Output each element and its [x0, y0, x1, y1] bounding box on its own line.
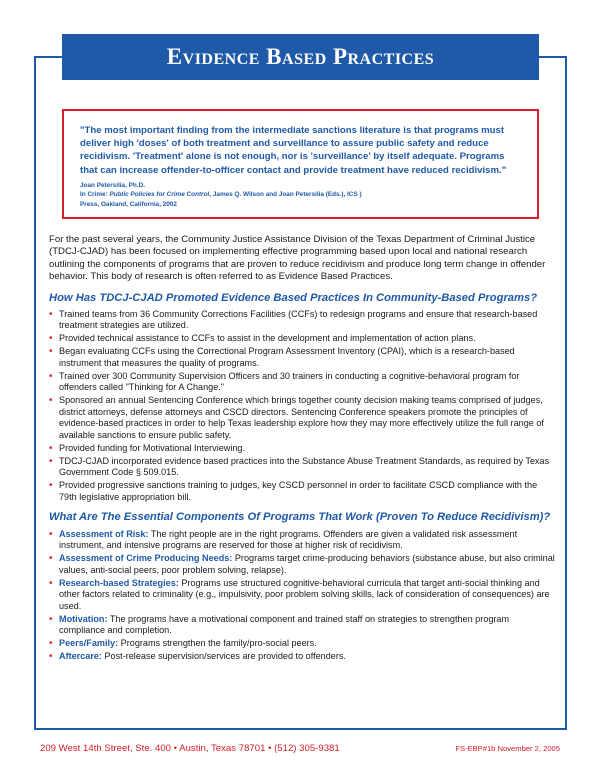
- section2-list: [49, 529, 555, 663]
- list-item: [49, 651, 555, 663]
- component-text: Programs use structured cognitive-behavioral curricula that target anti-social thinking and other factors related to criminality (e.g., impulsivity, poor problem solving skills, lack of consideration of consequences) are used.: [59, 577, 550, 611]
- list-item: [49, 553, 555, 576]
- quote-publisher: Press, Oakland, California, 2002: [80, 201, 177, 208]
- bullet-icon: •: [49, 395, 53, 407]
- list-item: [49, 529, 555, 552]
- component-term: Assessment of Risk:: [59, 528, 149, 539]
- quote-source: [80, 190, 523, 200]
- bullet-icon: •: [49, 651, 53, 663]
- list-item-text: Trained teams from 36 Community Corrections Facilities (CCFs) to redesign programs and ensure that research-based treatment strategies are utilized.: [59, 308, 538, 331]
- component-term: Aftercare:: [59, 651, 102, 662]
- component-text: The programs have a motivational component and trained staff on strategies to strengthen program compliance and completion.: [59, 613, 510, 636]
- section2-heading: What Are The Essential Components Of Programs That Work (Proven To Reduce Recidivism)?: [49, 511, 551, 524]
- list-item: [49, 371, 555, 394]
- bullet-icon: •: [49, 455, 53, 467]
- list-item: [49, 614, 555, 637]
- list-item: [49, 309, 555, 332]
- component-text: The right people are in the right programs. Offenders are given a validated risk assessment instrument, and intensive programs are reserved for those at higher risk of recidivism.: [59, 528, 518, 551]
- list-item: [49, 443, 555, 455]
- list-item-text: Provided technical assistance to CCFs to assist in the development and implementation of action plans.: [59, 333, 476, 344]
- list-item: [49, 333, 555, 345]
- component-term: Assessment of Crime Producing Needs:: [59, 553, 233, 564]
- bullet-icon: •: [49, 553, 53, 565]
- bullet-icon: •: [49, 577, 53, 589]
- section1-list: [49, 309, 555, 504]
- component-text: Post-release supervision/services are provided to offenders.: [101, 651, 346, 662]
- list-item-text: Provided funding for Motivational Interviewing.: [59, 442, 246, 453]
- bullet-icon: •: [49, 528, 53, 540]
- list-item-text: Provided progressive sanctions training to judges, key CSCD personnel in order to facilitate CSCD compliance with the 79th legislative appropriation bill.: [59, 480, 538, 502]
- section1-heading: How Has TDCJ-CJAD Promoted Evidence Based Practices In Community-Based Programs?: [49, 291, 538, 304]
- list-item: [49, 346, 555, 369]
- bullet-icon: •: [49, 442, 53, 454]
- list-item: [49, 395, 555, 441]
- list-item: [49, 456, 555, 479]
- main-content: [49, 234, 555, 671]
- list-item-text: Trained over 300 Community Supervision Officers and 30 trainers in conducting a cognitive-behavioral program for offenders called "Thinking for A Change.": [59, 370, 520, 393]
- component-text: Programs strengthen the family/pro-social peers.: [118, 638, 317, 649]
- bullet-icon: •: [49, 346, 53, 358]
- bullet-icon: •: [49, 480, 53, 492]
- list-item-text: Began evaluating CCFs using the Correctional Program Assessment Inventory (CPAI), which is a research-based instrument that measures the quality of programs.: [59, 346, 515, 368]
- bullet-icon: •: [49, 613, 53, 625]
- list-item-text: Sponsored an annual Sentencing Conference which brings together county decision making teams comprised of judges, district attorneys, defense attorneys and CSCD directors. Sentencing Conference speakers promote the principles of evidence-based practices in order to help Texas leadership explore how they may more effectively utilize the full range of available sanctions to ensure public safety.: [59, 395, 544, 440]
- list-item-text: TDCJ-CJAD incorporated evidence based practices into the Substance Abuse Treatment Standards, as required by Texas Government Code § 509.015.: [59, 455, 550, 478]
- bullet-icon: •: [49, 370, 53, 382]
- component-term: Motivation:: [59, 613, 108, 624]
- bullet-icon: •: [49, 638, 53, 650]
- list-item: [49, 638, 555, 650]
- page-title: Evidence Based Practices: [62, 34, 539, 80]
- quote-box: [62, 109, 539, 219]
- intro-paragraph: For the past several years, the Community Justice Assistance Division of the Texas Department of Criminal Justice (TDCJ-CJAD) has been focused on implementing effective programming based upon local and national research outlining the components of programs that are proven to reduce recidivism and produce long term change in offender behavior. This body of research is often referred to as Evidence Based Practices.: [49, 234, 546, 283]
- component-text: Programs target crime-producing behaviors (substance abuse, but also criminal values, anti-social peers, poor problem solving, relapse).: [59, 553, 555, 575]
- quote-author: Joan Petersilia, Ph.D.: [80, 181, 145, 189]
- list-item: [49, 578, 555, 613]
- bullet-icon: •: [49, 333, 53, 345]
- footer-doc-id: FS-EBP#1b November 2, 2005: [455, 744, 560, 753]
- footer-address: 209 West 14th Street, Ste. 400 • Austin, Texas 78701 • (512) 305-9381: [40, 743, 340, 754]
- quote-citation: [80, 181, 523, 210]
- quote-source-title: Public Policies for Crime Control: [109, 191, 210, 199]
- component-term: Peers/Family:: [59, 638, 119, 649]
- quote-text: "The most important finding from the intermediate sanctions literature is that programs must deliver high 'doses' of both treatment and surveillance to assure public safety and reduce recidivism. 'Treatment' alone is not enough, nor is 'surveillance' by itself adequate. Programs that can increase offender-to-officer contact and provide treatment have reduced recidivism.": [80, 125, 507, 176]
- quote-source-prefix: In Crime:: [80, 191, 110, 199]
- quote-source-suffix: , James Q. Wilson and Joan Petersilia (Eds.), ICS ): [209, 191, 362, 199]
- bullet-icon: •: [49, 308, 53, 320]
- list-item: [49, 480, 555, 503]
- component-term: Research-based Strategies:: [59, 577, 179, 588]
